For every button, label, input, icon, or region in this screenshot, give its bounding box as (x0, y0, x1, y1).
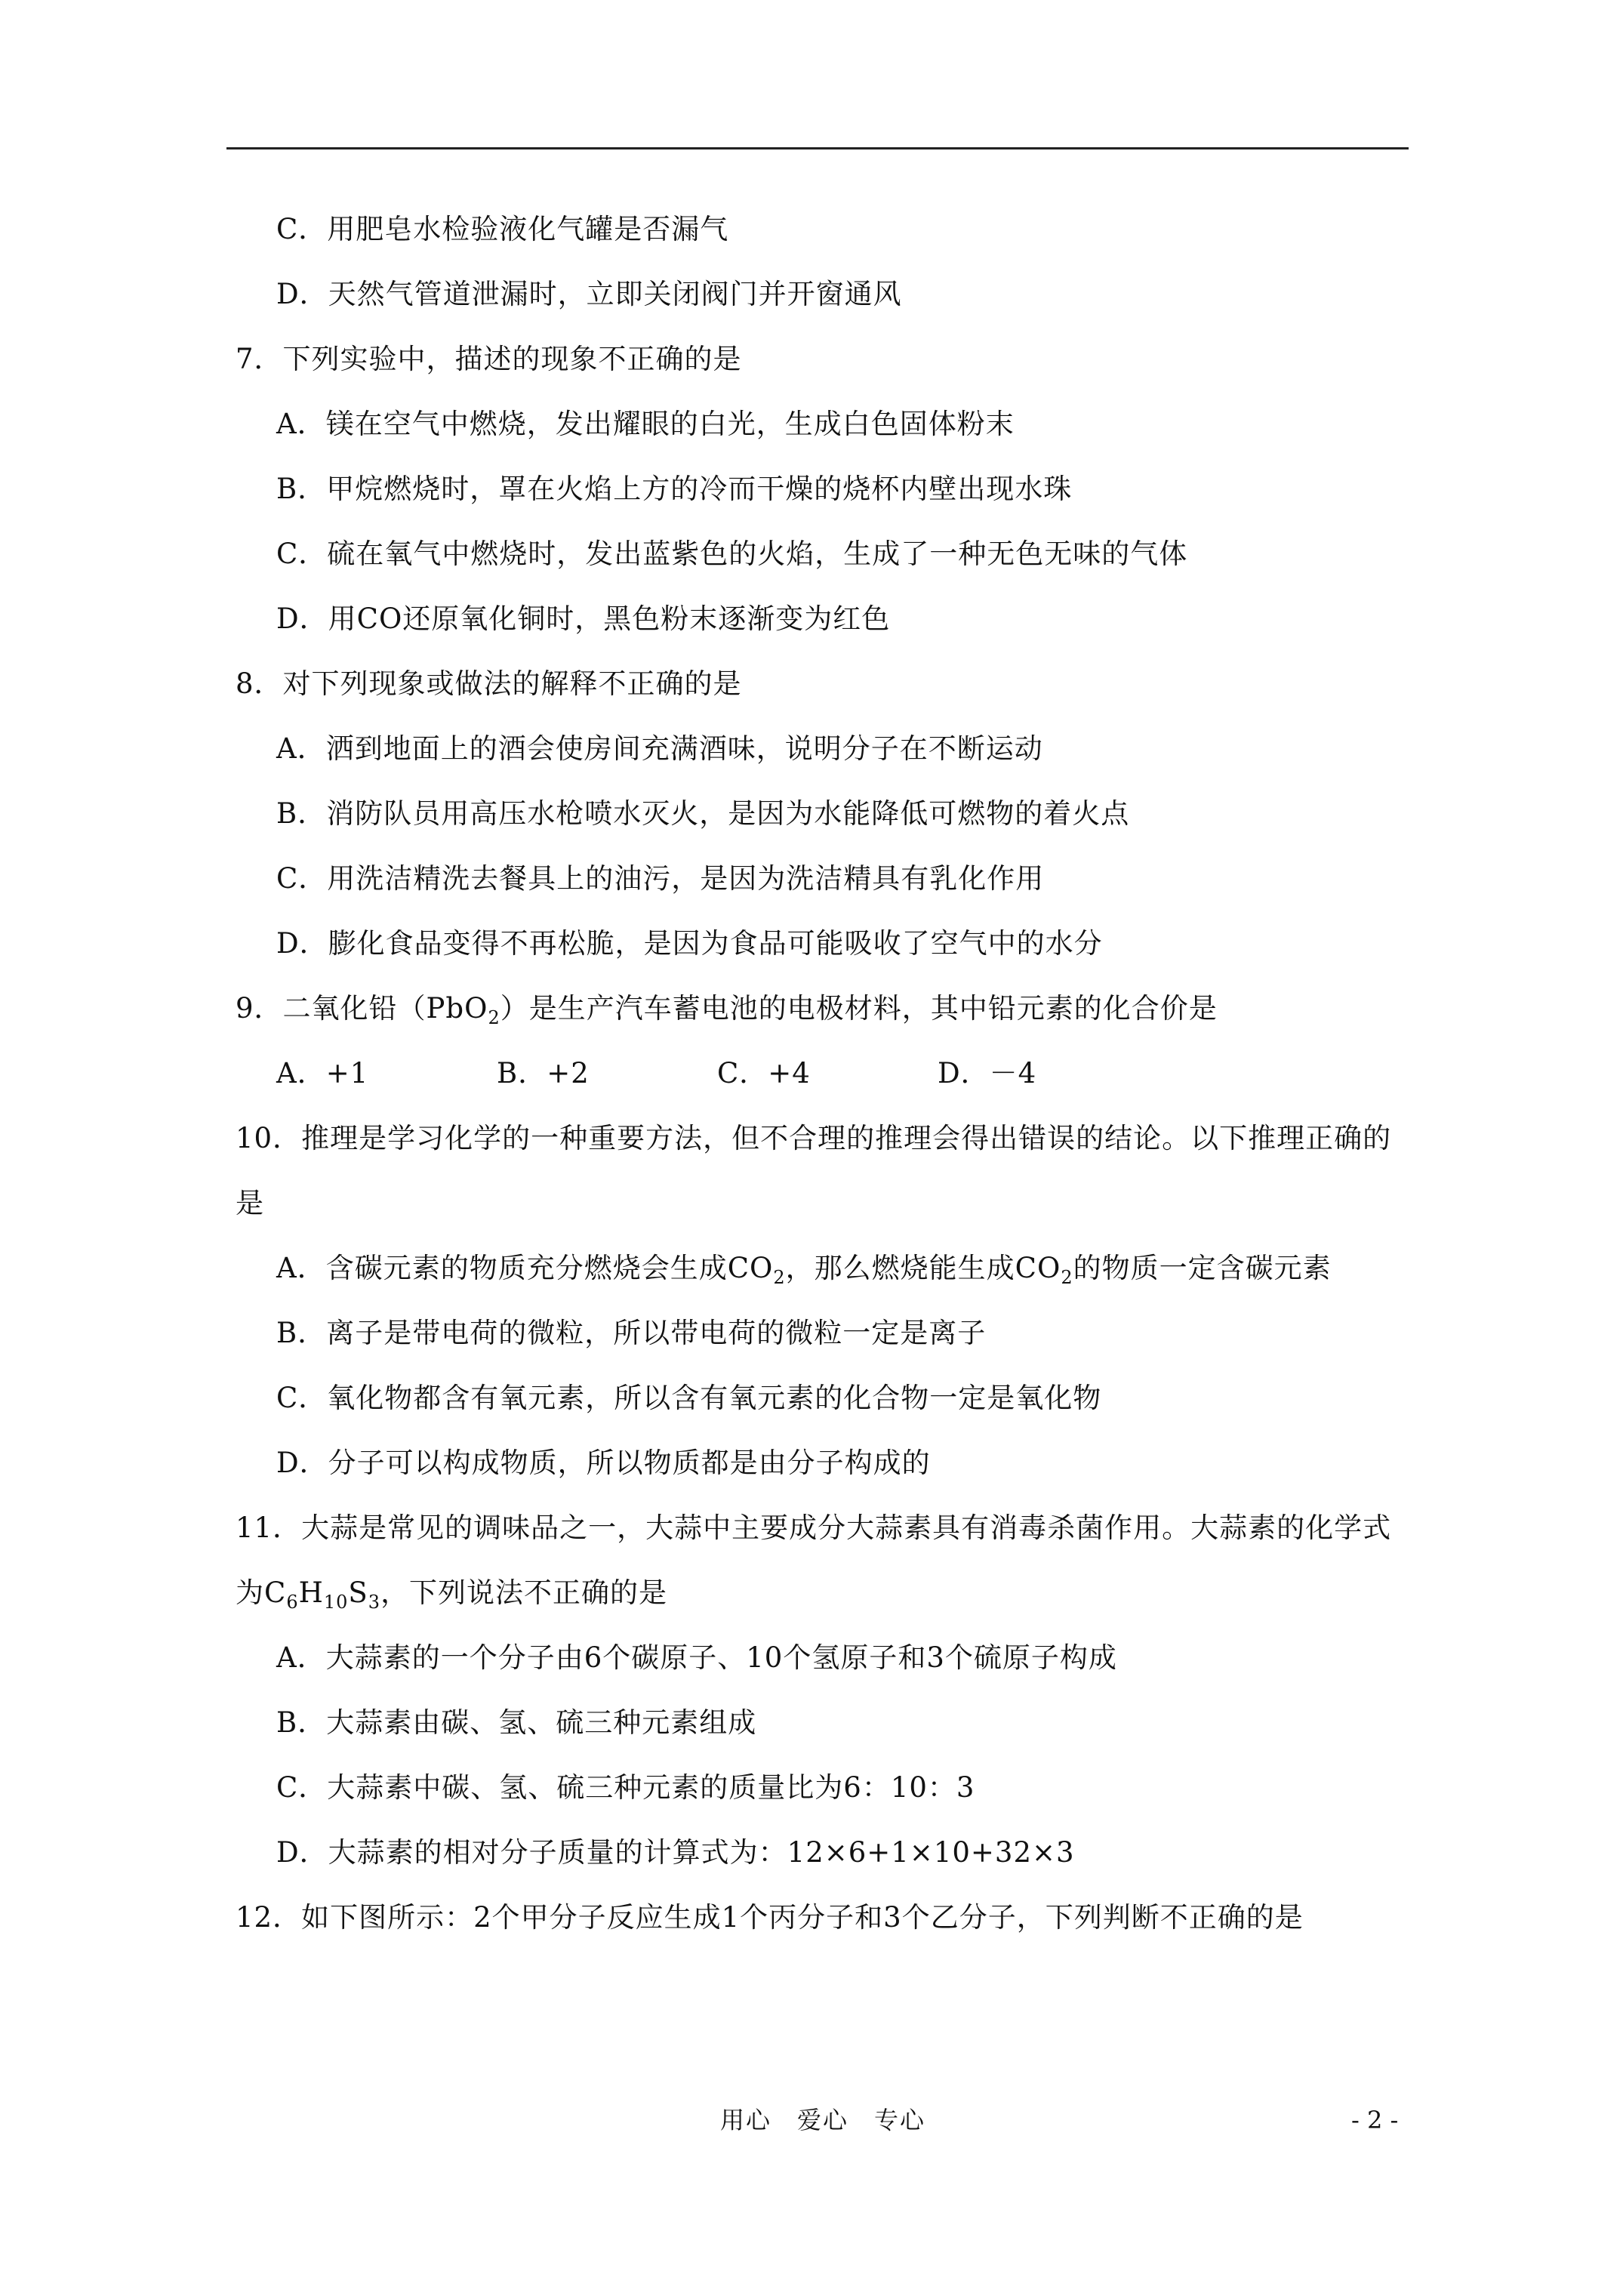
question-8-option-d: D．膨化食品变得不再松脆，是因为食品可能吸收了空气中的水分 (276, 927, 1103, 960)
question-10-stem-line2: 是 (236, 1187, 264, 1219)
question-10-option-c: C．氧化物都含有氧元素，所以含有氧元素的化合物一定是氧化物 (276, 1382, 1102, 1414)
q9-text-post: ）是生产汽车蓄电池的电极材料，其中铅元素的化合价是 (500, 992, 1218, 1025)
question-9-options (276, 1057, 1158, 1090)
question-11-option-c: C．大蒜素中碳、氢、硫三种元素的质量比为6：10：3 (276, 1771, 975, 1804)
q11-subscript-h: 10 (323, 1592, 349, 1613)
header-rule (226, 147, 1409, 149)
q11-text-pre: 为C (236, 1576, 287, 1609)
q10a-text-post: 的物质一定含碳元素 (1073, 1252, 1332, 1284)
question-9-option-d: D．－4 (938, 1057, 1037, 1089)
question-7-stem: 7．下列实验中，描述的现象不正确的是 (236, 343, 742, 375)
question-11-option-a: A．大蒜素的一个分子由6个碳原子、10个氢原子和3个硫原子构成 (276, 1641, 1117, 1674)
question-9-option-a: A．+1 (276, 1057, 369, 1089)
question-7-option-a: A．镁在空气中燃烧，发出耀眼的白光，生成白色固体粉末 (276, 408, 1015, 440)
question-10-option-a (276, 1252, 1332, 1288)
q10a-text-mid: ，那么燃烧能生成CO (785, 1252, 1061, 1284)
question-8-option-b: B．消防队员用高压水枪喷水灭火，是因为水能降低可燃物的着火点 (276, 797, 1130, 830)
question-6-option-d: D．天然气管道泄漏时，立即关闭阀门并开窗通风 (276, 278, 902, 310)
q11-h: H (298, 1576, 324, 1609)
question-8-option-c: C．用洗洁精洗去餐具上的油污，是因为洗洁精具有乳化作用 (276, 862, 1045, 895)
question-6-option-c: C．用肥皂水检验液化气罐是否漏气 (276, 213, 729, 245)
q9-subscript: 2 (488, 1007, 500, 1028)
page-number: - 2 - (1351, 2106, 1399, 2134)
footer-motto: 用心 爱心 专心 (719, 2106, 925, 2134)
q11-subscript-s: 3 (368, 1592, 381, 1613)
q9-text-pre: 9．二氧化铅（PbO (236, 992, 488, 1025)
question-11-option-d: D．大蒜素的相对分子质量的计算式为：12×6+1×10+32×3 (276, 1836, 1075, 1869)
q11-subscript-c: 6 (286, 1592, 299, 1613)
question-7-option-d: D．用CO还原氧化铜时，黑色粉末逐渐变为红色 (276, 603, 891, 635)
question-9-option-c: C．+4 (717, 1057, 811, 1089)
q11-text-post: ，下列说法不正确的是 (380, 1576, 668, 1609)
question-8-option-a: A．洒到地面上的酒会使房间充满酒味，说明分子在不断运动 (276, 732, 1043, 765)
question-10-option-b: B．离子是带电荷的微粒，所以带电荷的微粒一定是离子 (276, 1317, 987, 1349)
q10a-subscript-2: 2 (1061, 1267, 1073, 1288)
question-8-stem: 8．对下列现象或做法的解释不正确的是 (236, 667, 742, 700)
q11-s: S (348, 1576, 368, 1609)
question-10-stem-line1: 10．推理是学习化学的一种重要方法，但不合理的推理会得出错误的结论。以下推理正确的 (236, 1122, 1392, 1154)
question-7-option-c: C．硫在氧气中燃烧时，发出蓝紫色的火焰，生成了一种无色无味的气体 (276, 538, 1188, 570)
question-7-option-b: B．甲烷燃烧时，罩在火焰上方的冷而干燥的烧杯内壁出现水珠 (276, 473, 1073, 505)
question-9-option-b: B．+2 (497, 1057, 590, 1089)
question-10-option-d: D．分子可以构成物质，所以物质都是由分子构成的 (276, 1447, 931, 1479)
question-11-option-b: B．大蒜素由碳、氢、硫三种元素组成 (276, 1706, 757, 1739)
question-12-stem: 12．如下图所示：2个甲分子反应生成1个丙分子和3个乙分子，下列判断不正确的是 (236, 1901, 1304, 1934)
question-9-stem (236, 992, 1218, 1028)
q10a-subscript-1: 2 (773, 1267, 786, 1288)
question-11-stem-line1: 11．大蒜是常见的调味品之一，大蒜中主要成分大蒜素具有消毒杀菌作用。大蒜素的化学式 (236, 1512, 1392, 1544)
question-11-stem-line2 (236, 1576, 668, 1613)
q10a-text-pre: A．含碳元素的物质充分燃烧会生成CO (276, 1252, 774, 1284)
